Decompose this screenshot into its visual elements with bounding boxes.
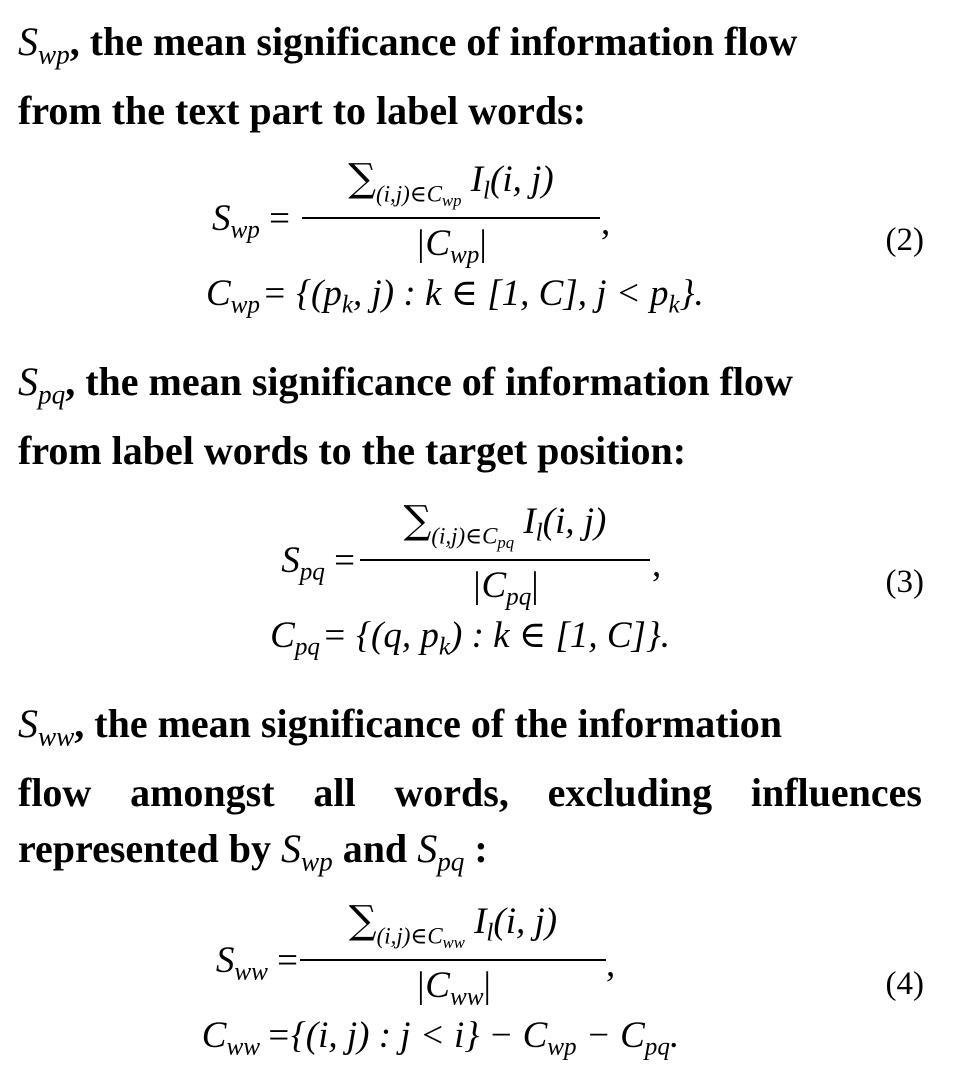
sum-subscript-index: ww <box>442 932 465 952</box>
math-subscript: l <box>535 519 543 547</box>
math-symbol: I <box>474 901 487 942</box>
paragraph-line <box>18 354 922 423</box>
math-args: (i, j) <box>542 501 607 542</box>
math-args: (i, j) <box>490 159 554 200</box>
math-symbol: |C <box>471 564 507 606</box>
math-subscript: pq <box>294 633 320 661</box>
paragraph-text: flow amongst all words, excluding influences <box>18 769 922 815</box>
fraction <box>302 156 600 269</box>
equation-lhs <box>150 942 298 985</box>
paragraph-text: represented by <box>18 825 281 871</box>
math-subscript: l <box>486 919 494 947</box>
paragraph-text: from the text part to label words: <box>18 87 587 133</box>
math-symbol: C <box>205 273 231 314</box>
comma: , <box>601 202 611 243</box>
comma: , <box>606 944 616 985</box>
equation-rhs <box>322 617 670 660</box>
sum-subscript-index: pq <box>497 532 515 552</box>
equals-sign: = <box>324 540 355 581</box>
math-symbol: S <box>417 825 438 871</box>
equation-number: (2) <box>885 222 924 258</box>
paragraph-text: , the mean significance of the information <box>74 701 782 746</box>
math-symbol: C <box>270 615 295 656</box>
equation-4 <box>0 896 957 1066</box>
math-symbol: S <box>215 940 235 981</box>
math-expression: }. <box>679 273 704 314</box>
math-symbol: |C <box>415 964 450 1006</box>
math-symbol: | <box>531 564 539 606</box>
sum-icon: ∑ <box>348 156 376 201</box>
math-args: (i, j) <box>493 901 558 942</box>
math-symbol: I <box>470 159 484 200</box>
equation-lhs <box>150 200 290 243</box>
math-expression: , j) : k ∈ [1, C], j < p <box>353 273 669 314</box>
math-symbol: | <box>483 964 491 1006</box>
math-subscript: pq <box>644 1033 670 1061</box>
paragraph-text: and <box>332 825 418 871</box>
fraction-numerator <box>302 156 600 210</box>
equation-2 <box>0 158 957 318</box>
math-symbol: | <box>479 222 487 264</box>
equation-lhs <box>210 617 320 660</box>
sum-subscript-index: wp <box>442 190 462 210</box>
math-symbol: S <box>281 540 300 581</box>
equation-lhs <box>210 542 355 585</box>
math-subscript: ww <box>234 958 268 986</box>
math-subscript: wp <box>38 39 70 70</box>
paragraph-line <box>18 83 922 139</box>
math-subscript: wp <box>547 1033 577 1061</box>
math-subscript: wp <box>300 846 333 877</box>
fraction-numerator <box>360 498 650 552</box>
math-subscript: pq <box>506 583 532 611</box>
fraction-bar <box>302 217 600 219</box>
math-subscript: l <box>483 177 491 205</box>
equals-sign: = <box>267 940 298 981</box>
fraction <box>360 498 650 611</box>
math-symbol: S <box>18 359 38 404</box>
math-expression: = {(p <box>262 273 342 314</box>
fraction-denominator <box>302 222 600 269</box>
fraction-denominator <box>300 964 606 1011</box>
math-subscript: pq <box>38 379 66 410</box>
math-subscript: pq <box>299 558 325 586</box>
sum-subscript: (i,j)∈C <box>375 181 443 207</box>
paragraph-text: : <box>464 825 488 871</box>
paragraph-text: from label words to the target position: <box>18 427 687 473</box>
math-symbol: C <box>201 1015 227 1056</box>
paragraph-spq-definition <box>18 354 922 479</box>
math-subscript: wp <box>230 291 260 319</box>
equals-sign: = <box>259 198 290 239</box>
fraction-bar <box>360 559 650 561</box>
math-subscript: k <box>438 633 451 661</box>
math-symbol: S <box>18 701 38 746</box>
math-subscript: ww <box>38 721 75 752</box>
math-subscript: pq <box>437 846 465 877</box>
paragraph-line <box>18 696 922 765</box>
math-expression: ={(i, j) : j < i} − C <box>266 1015 548 1056</box>
sum-subscript: (i,j)∈C <box>376 923 443 949</box>
math-expression: . <box>669 1015 680 1056</box>
paragraph-text: , the mean significance of information flow <box>69 19 798 64</box>
equation-rhs <box>262 275 704 318</box>
equation-rhs <box>266 1017 679 1060</box>
paragraph-swp-definition <box>18 14 922 139</box>
math-expression: − C <box>576 1015 645 1056</box>
math-symbol: I <box>523 501 536 542</box>
math-subscript: ww <box>226 1033 260 1061</box>
paragraph-line <box>18 765 922 821</box>
fraction-numerator <box>300 898 606 952</box>
sum-icon: ∑ <box>348 898 377 943</box>
math-subscript: ww <box>449 983 484 1011</box>
math-symbol: S <box>280 825 301 871</box>
math-symbol: S <box>212 198 231 239</box>
paragraph-text: , the mean significance of information flow <box>65 359 793 404</box>
paragraph-line <box>18 821 922 890</box>
math-subscript: wp <box>450 241 480 269</box>
equation-number: (4) <box>885 966 924 1002</box>
sum-subscript: (i,j)∈C <box>431 523 498 549</box>
math-expression: = {(q, p <box>322 615 439 656</box>
math-subscript: wp <box>230 216 260 244</box>
comma: , <box>652 544 662 585</box>
paragraph-sww-definition <box>18 696 922 889</box>
math-symbol: S <box>18 19 38 64</box>
equation-3 <box>0 500 957 660</box>
fraction-denominator <box>360 564 650 611</box>
equation-number: (3) <box>885 564 924 600</box>
paragraph-line <box>18 14 922 83</box>
sum-icon: ∑ <box>403 498 432 543</box>
paragraph-line <box>18 423 922 479</box>
fraction-bar <box>300 959 606 961</box>
fraction <box>300 898 606 1011</box>
math-symbol: |C <box>415 222 451 264</box>
math-subscript: k <box>668 291 680 319</box>
equation-lhs <box>150 275 260 318</box>
math-expression: ) : k ∈ [1, C]}. <box>450 615 670 656</box>
equation-lhs <box>150 1017 260 1060</box>
math-subscript: k <box>341 291 354 319</box>
